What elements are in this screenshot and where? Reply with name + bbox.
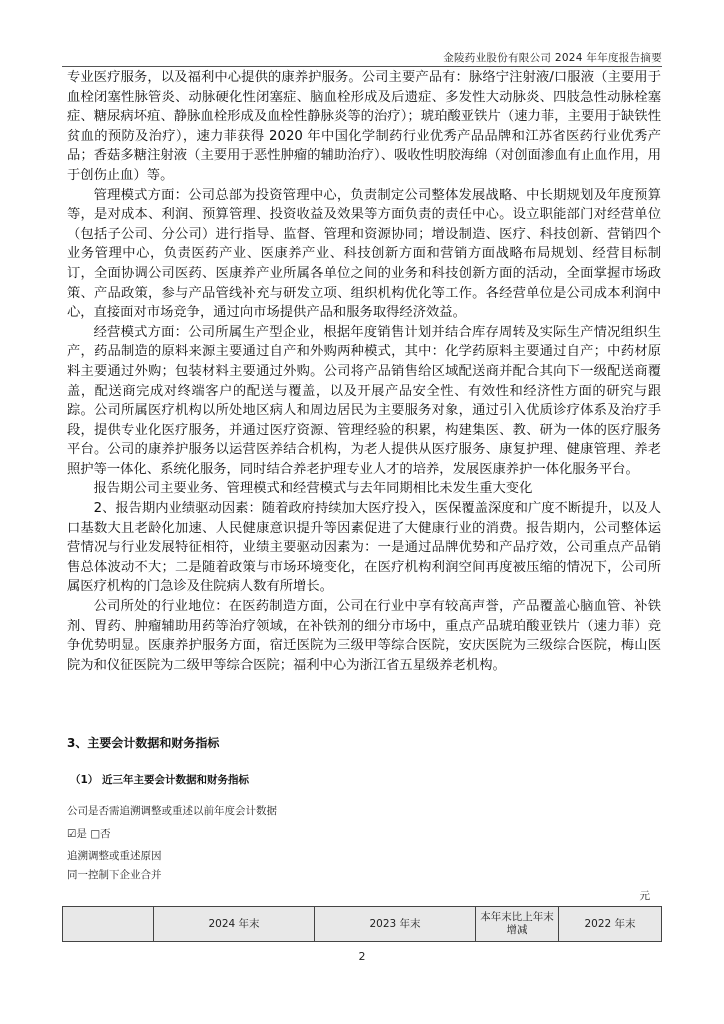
table-header-item bbox=[63, 907, 154, 942]
table-header-row bbox=[63, 907, 662, 942]
paragraph-performance-drivers: 2、报告期内业绩驱动因素：随着政府持续加大医疗投入，医保覆盖深度和广度不断提升，以及人口基数大且老龄化加速、人民健康意识提升等因素促进了大健康行业的消费。报告期内，公司整体运营情况与行业发展特征相符，业绩主要驱动因素为：一是通过品牌优势和产品疗效，公司重点产品销售总体波动不大；二是随着政策与市场环境变化，在医疗机构利润空间再度被压缩的情况下，公司所属医疗机构的门急诊及住院病人数有所增长。 bbox=[67, 501, 661, 595]
table-header-change: 本年末比上年末增减 bbox=[476, 907, 559, 942]
restatement-reason-label: 追溯调整或重述原因 bbox=[67, 850, 162, 862]
financial-data-table bbox=[62, 906, 662, 942]
table-header-2023: 2023 年末 bbox=[315, 907, 476, 942]
body-text bbox=[67, 68, 661, 675]
running-header: 金陵药业股份有限公司 2024 年年度报告摘要 bbox=[443, 52, 662, 64]
sub-heading: （1） 近三年主要会计数据和财务指标 bbox=[70, 774, 249, 786]
page-number: 2 bbox=[358, 950, 366, 963]
paragraph-industry-position: 公司所处的行业地位：在医药制造方面，公司在行业中享有较高声誉，产品覆盖心脑血管、补铁剂、胃药、肿瘤辅助用药等治疗领域，在补铁剂的细分市场中，重点产品琥珀酸亚铁片（速力菲）竞争优势明显。医康养护服务方面，宿迁医院为三级甲等综合医院，安庆医院为三级综合医院，梅山医院为和仪征医院为二级甲等综合医院；福利中心为浙江省五星级养老机构。 bbox=[67, 599, 661, 673]
restatement-question: 公司是否需追溯调整或重述以前年度会计数据 bbox=[67, 805, 277, 817]
yes-checkbox: ☑是 bbox=[67, 828, 87, 840]
no-checkbox: □否 bbox=[90, 828, 111, 840]
section-heading: 3、主要会计数据和财务指标 bbox=[67, 736, 220, 750]
restatement-checkboxes bbox=[67, 826, 111, 841]
paragraph-operating-mode: 经营模式方面：公司所属生产型企业，根据年度销售计划并结合库存周转及实际生产情况组织生产，药品制造的原料来源主要通过自产和外购两种模式，其中：化学药原料主要通过自产；中药材原料主要通过外购；包装材料主要通过外购。公司将产品销售给区域配送商并配合其向下一级配送商覆盖，配送商完成对终端客户的配送与覆盖，以及开展产品安全性、有效性和经济性方面的研究与跟踪。公司所属医疗机构以所处地区病人和周边居民为主要服务对象，通过引入优质诊疗体系及治疗手段，提供专业化医疗服务，并通过医疗资源、管理经验的积累，构建集医、教、研为一体的医疗服务平台。公司的康养护服务以运营医养结合机构，为老人提供从医疗服务、康复护理、健康管理、养老照护等一体化、系统化服务，同时结合养老护理专业人才的培养，发展医康养护一体化服务平台。 bbox=[67, 324, 661, 477]
restatement-reason-value: 同一控制下企业合并 bbox=[67, 869, 162, 881]
table-header-2024: 2024 年末 bbox=[154, 907, 315, 942]
header-rule bbox=[62, 66, 662, 67]
paragraph-no-change: 报告期公司主要业务、管理模式和经营模式与去年同期相比未发生重大变化 bbox=[93, 481, 533, 497]
currency-unit: 元 bbox=[639, 890, 650, 902]
paragraph-management-mode: 管理模式方面：公司总部为投资管理中心，负责制定公司整体发展战略、中长期规划及年度预算等，是对成本、利润、预算管理、投资收益及效果等方面负责的责任中心。设立职能部门对经营单位（包括子公司、分公司）进行指导、监督、管理和资源协同；增设制造、医疗、科技创新、营销四个业务管理中心，负责医药产业、医康养产业、科技创新方面和营销方面战略布局规划、经营目标制订，全面协调公司医药、医康养产业所属各单位之间的业务和科技创新方面的活动，全面掌握市场政策、产品政策，参与产品管线补充与研发立项、组织机构优化等工作。各经营单位是公司成本利润中心，直接面对市场竞争，通过向市场提供产品和服务取得经济效益。 bbox=[67, 187, 661, 321]
table-header-2022: 2022 年末 bbox=[559, 907, 662, 942]
paragraph-products: 专业医疗服务，以及福利中心提供的康养护服务。公司主要产品有：脉络宁注射液/口服液（主要用于血栓闭塞性脉管炎、动脉硬化性闭塞症、脑血栓形成及后遗症、多发性大动脉炎、四肢急性动脉栓塞症、糖尿病坏疽、静脉血栓形成及血栓性静脉炎等的治疗）；琥珀酸亚铁片（速力菲，主要用于缺铁性贫血的预防及治疗），速力菲获得 2020 年中国化学制药行业优秀产品品牌和江苏省医药行业优秀产品；香菇多糖注射液（主要用于恶性肿瘤的辅助治疗）、吸收性明胶海绵（对创面渗血有止血作用，用于创伤止血）等。 bbox=[67, 70, 661, 183]
